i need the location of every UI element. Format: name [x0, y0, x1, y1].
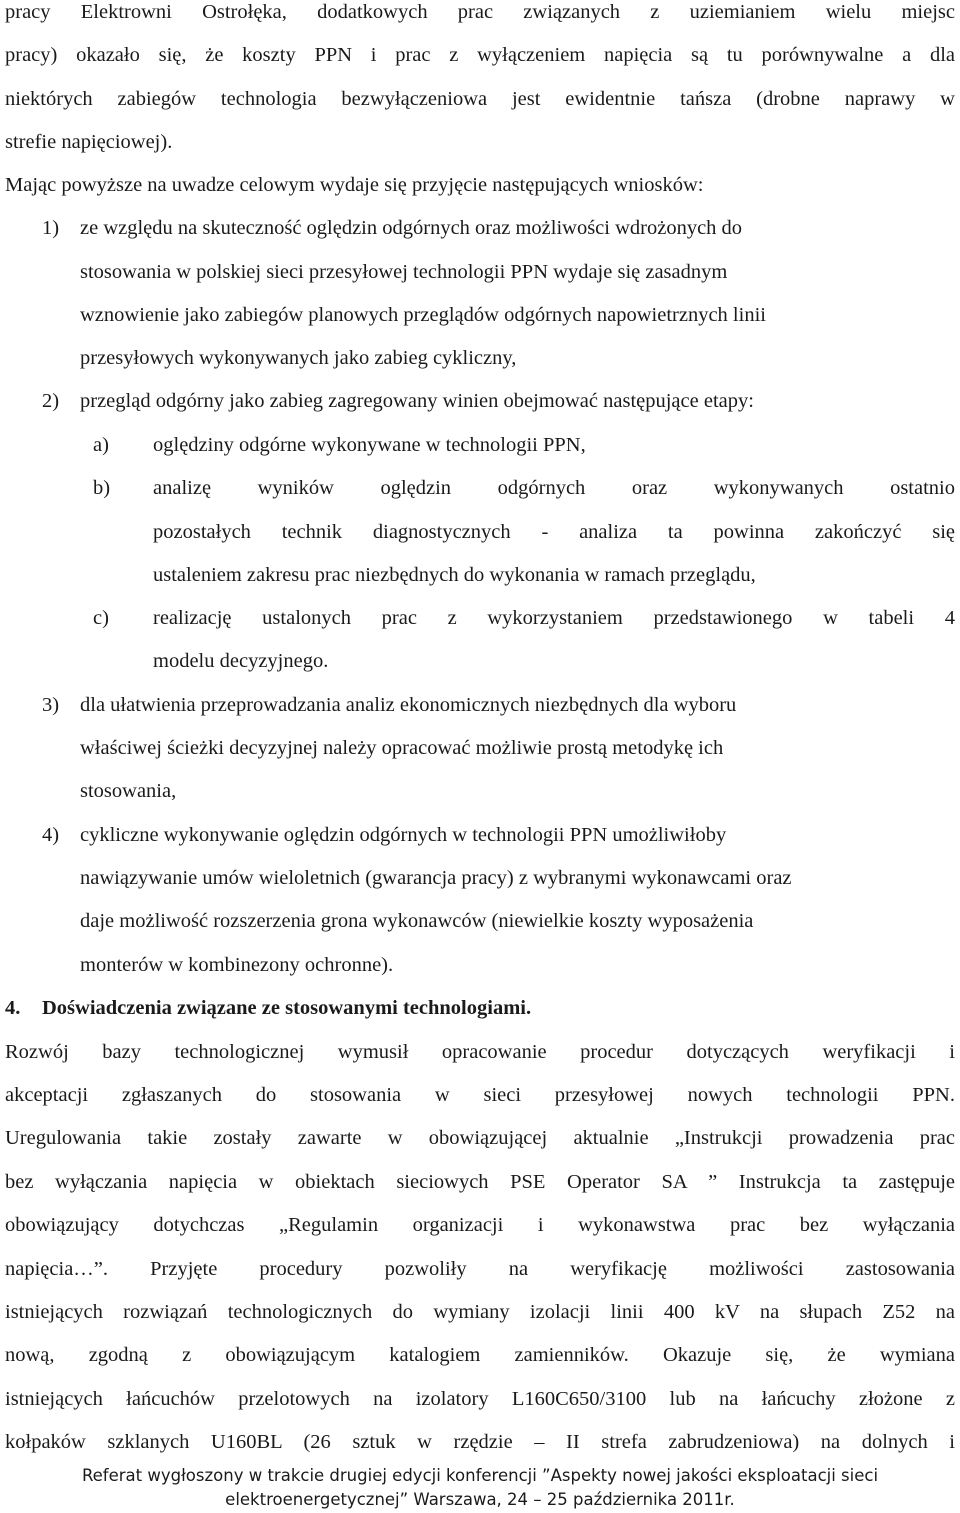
paragraph-line: nową, zgodną z obowiązującym katalogiem zamienników. Okazuje się, że wymiana: [5, 1344, 955, 1366]
sub-item-line: ustaleniem zakresu prac niezbędnych do wykonania w ramach przeglądu,: [153, 564, 756, 586]
sub-item-letter: a): [93, 434, 109, 456]
section-number: 4.: [5, 997, 21, 1019]
list-item-number: 1): [42, 217, 60, 239]
sub-item-line: pozostałych technik diagnostycznych - analiza ta powinna zakończyć się: [153, 521, 955, 543]
list-item-line: daje możliwość rozszerzenia grona wykonawców (niewielkie koszty wyposażenia: [80, 910, 754, 932]
footer-line-2: elektroenergetycznej” Warszawa, 24 – 25 października 2011r.: [225, 1490, 735, 1509]
sub-item-line: modelu decyzyjnego.: [153, 650, 329, 672]
paragraph-line: pracy) okazało się, że koszty PPN i prac z wyłączeniem napięcia są tu porównywalne a dla: [5, 44, 955, 66]
list-item-line: stosowania,: [80, 780, 177, 802]
paragraph-line: Uregulowania takie zostały zawarte w obowiązującej aktualnie „Instrukcji prowadzenia prac: [5, 1127, 955, 1149]
list-item-line: cykliczne wykonywanie oględzin odgórnych w technologii PPN umożliwiłoby: [80, 824, 727, 846]
list-item-line: dla ułatwienia przeprowadzania analiz ekonomicznych niezbędnych dla wyboru: [80, 694, 737, 716]
conclusions-intro: Mając powyższe na uwadze celowym wydaje się przyjęcie następujących wniosków:: [5, 174, 704, 196]
list-item-line: stosowania w polskiej sieci przesyłowej technologii PPN wydaje się zasadnym: [80, 261, 728, 283]
list-item-line: wznowienie jako zabiegów planowych przeglądów odgórnych napowietrznych linii: [80, 304, 766, 326]
sub-item-line: analizę wyników oględzin odgórnych oraz wykonywanych ostatnio: [153, 477, 955, 499]
sub-item-letter: c): [93, 607, 109, 629]
paragraph-line: istniejących rozwiązań technologicznych do wymiany izolacji linii 400 kV na słupach Z52 na: [5, 1301, 955, 1323]
paragraph-line: kołpaków szklanych U160BL (26 sztuk w rzędzie – II strefa zabrudzeniowa) na dolnych i: [5, 1431, 955, 1453]
list-item-number: 4): [42, 824, 60, 846]
paragraph-line: obowiązujący dotychczas „Regulamin organizacji i wykonawstwa prac bez wyłączania: [5, 1214, 955, 1236]
list-item-number: 2): [42, 390, 60, 412]
paragraph-line: istniejących łańcuchów przelotowych na izolatory L160C650/3100 lub na łańcuchy złożone z: [5, 1388, 955, 1410]
paragraph-line: niektórych zabiegów technologia bezwyłączeniowa jest ewidentnie tańsza (drobne naprawy w: [5, 88, 955, 110]
sub-item-line: oględziny odgórne wykonywane w technologii PPN,: [153, 434, 586, 456]
paragraph-line: Rozwój bazy technologicznej wymusił opracowanie procedur dotyczących weryfikacji i: [5, 1041, 955, 1063]
paragraph-line: bez wyłączania napięcia w obiektach sieciowych PSE Operator SA ” Instrukcja ta zastępuje: [5, 1171, 955, 1193]
list-item-line: monterów w kombinezony ochronne).: [80, 954, 394, 976]
sub-item-letter: b): [93, 477, 111, 499]
paragraph-line: strefie napięciowej).: [5, 131, 173, 153]
paragraph-line: akceptacji zgłaszanych do stosowania w sieci przesyłowej nowych technologii PPN.: [5, 1084, 955, 1106]
list-item-number: 3): [42, 694, 60, 716]
paragraph-line: pracy Elektrowni Ostrołęka, dodatkowych prac związanych z uziemianiem wielu miejsc: [5, 1, 955, 23]
list-item-line: nawiązywanie umów wieloletnich (gwarancja pracy) z wybranymi wykonawcami oraz: [80, 867, 792, 889]
footer-line-1: Referat wygłoszony w trakcie drugiej edycji konferencji ”Aspekty nowej jakości eksploatacji sieci: [81, 1466, 879, 1485]
section-heading: Doświadczenia związane ze stosowanymi technologiami.: [42, 997, 532, 1019]
sub-item-line: realizację ustalonych prac z wykorzystaniem przedstawionego w tabeli 4: [153, 607, 955, 629]
list-item-line: przesyłowych wykonywanych jako zabieg cykliczny,: [80, 347, 517, 369]
list-item-line: ze względu na skuteczność oględzin odgórnych oraz możliwości wdrożonych do: [80, 217, 743, 239]
list-item-line: przegląd odgórny jako zabieg zagregowany winien obejmować następujące etapy:: [80, 390, 754, 412]
paragraph-line: napięcia…”. Przyjęte procedury pozwoliły na weryfikację możliwości zastosowania: [5, 1258, 955, 1280]
list-item-line: właściwej ścieżki decyzyjnej należy opracować możliwie prostą metodykę ich: [80, 737, 724, 759]
